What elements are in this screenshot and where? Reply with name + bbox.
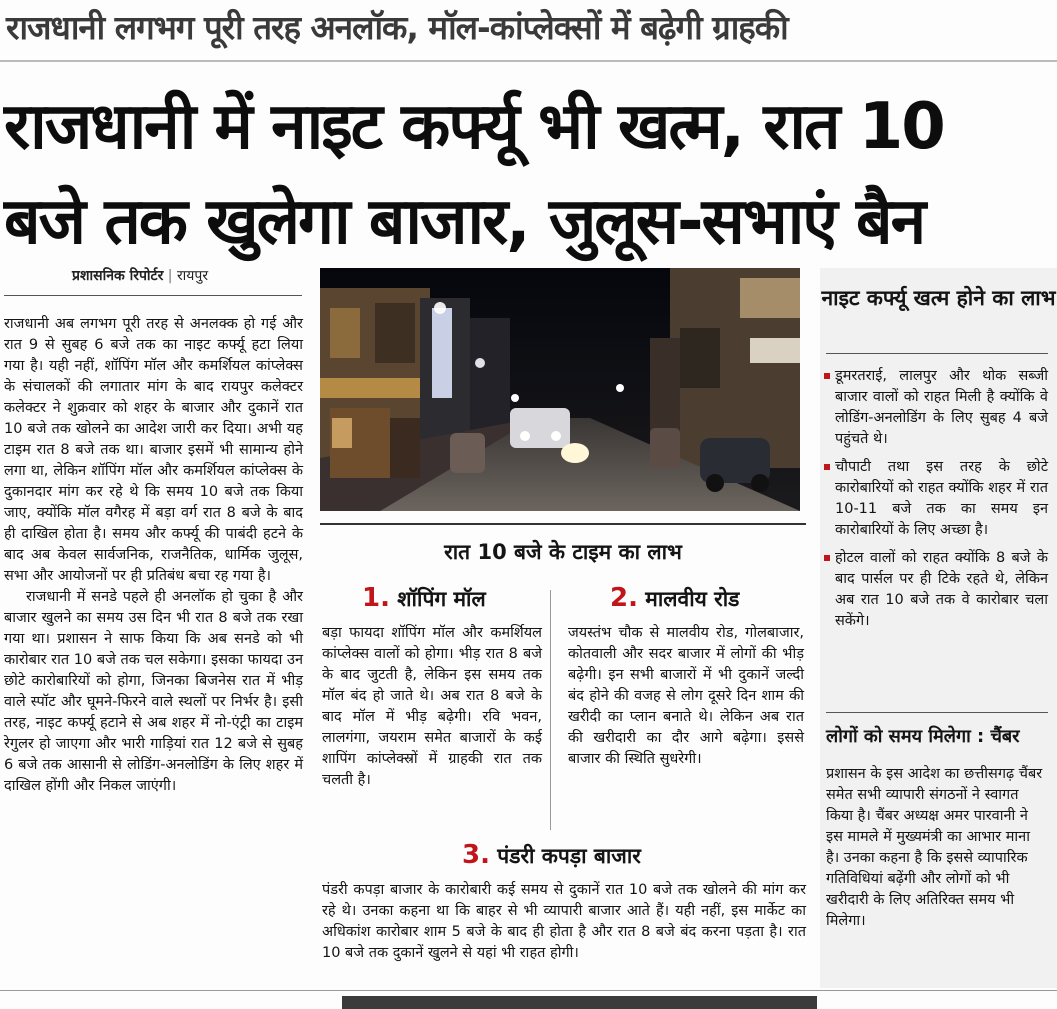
sidebar-benefit-list: [822, 366, 1048, 639]
byline: प्रशासनिक रिपोर्टर | रायपुर: [72, 268, 209, 284]
sidebar-benefit-item-1: डूमरतराई, लालपुर और थोक सब्जी बाजार वालों को राहत मिली है क्योंकि वे लोडिंग-अनलोडिंग के लिए सुबह 4 बजे पहुंचते थे।: [822, 366, 1048, 450]
item-2-number: 2.: [610, 583, 638, 613]
item-2-heading: [610, 583, 739, 613]
sidebar-benefit-item-2: चौपाटी तथा इस तरह के छोटे कारोबारियों को राहत क्योंकि शहर में रात 10-11 बजे तक का समय इन कारोबारियों के लिए अच्छा है।: [822, 457, 1048, 541]
article-paragraph-1: राजधानी अब लगभग पूरी तरह से अनलक्क हो गई और रात 9 से सुबह 6 बजे तक का नाइट कर्फ्यू हटा लिया गया है। यही नहीं, शॉपिंग मॉल और कमर्शियल कांप्लेक्स के संचालकों की लगातार मांग के बाद रायपुर कलेक्टर कलेक्टर ने शुक्रवार को शहर के बाजार और दुकानें रात 10 बजे तक खोलने का आदेश जारी कर दिया। अभी यह टाइम रात 8 बजे तक था। बाजार इसमें भी सामान्य होने लगा था, लेकिन शॉपिंग मॉल और कमर्शियल कांप्लेक्स के दुकानदार मांग कर रहे थे कि समय 10 बजे तक किया जाए, क्योंकि मॉल वगैरह में बड़ा वर्ग रात 8 बजे के बाद ही दाखिल होता है। समय और कर्फ्यू की पाबंदी हटने के बाद अब केवल सार्वजनिक, राजनैतिक, धार्मिक जुलूस, सभा और आयोजनों पर ही प्रतिबंध बचा रह गया है।: [4, 316, 303, 584]
street-scene-illustration: [320, 268, 800, 511]
item-3-text: पंडरी कपड़ा बाजार के कारोबारी कई समय से दुकानें रात 10 बजे तक खोलने की मांग कर रहे थे। उनका कहना था कि बाहर से भी व्यापारी बाजार आते हैं। यही नहीं, इस मार्केट का अधिकांश कारोबार शाम 5 बजे के बाद ही होता है और रात 8 बजे बंद करना पड़ता है। रात 10 बजे तक दुकानें खुलने से यहां भी राहत होगी।: [322, 882, 806, 961]
main-headline: [4, 80, 1054, 270]
item-2-title: मालवीय रोड: [645, 587, 740, 611]
byline-reporter: प्रशासनिक रिपोर्टर: [72, 268, 164, 284]
headline-line-1: राजधानी में नाइट कर्फ्यू भी खत्म, रात 10: [4, 90, 944, 164]
column-divider: [550, 590, 551, 830]
next-story-banner: [342, 996, 817, 1009]
night-market-photo: [320, 268, 800, 511]
chamber-text: प्रशासन के इस आदेश का छत्तीसगढ़ चैंबर समेत सभी व्यापारी संगठनों ने स्वागत किया है। चैंबर अध्यक्ष अमर पारवानी ने इस मामले में मुख्यमंत्री का आभार माना है। उनका कहना है कि इससे व्यापारिक गतिविधियां बढ़ेंगी और लोगों को भी खरीदारी के लिए अतिरिक्त समय भी मिलेगा।: [826, 766, 1043, 929]
byline-rule: [4, 295, 302, 296]
kicker-headline: राजधानी लगभग पूरी तरह अनलॉक, मॉल-कांप्लेक्सों में बढ़ेगी ग्राहकी: [6, 8, 788, 47]
item-1-heading: [362, 583, 486, 613]
article-paragraph-2: राजधानी में सनडे पहले ही अनलॉक हो चुका है और बाजार खुलने का समय उस दिन भी रात 8 बजे तक रखा गया था। प्रशासन ने साफ किया कि अब सनडे को भी कारोबार रात 10 बजे तक चल सकेगा। इसका फायदा उन छोटे कारोबारियों को होगा, जिनका बिजनेस रात में भीड़ वाले स्पॉट और घूमने-फिरने वाले स्थलों पर निर्भर है। इसी तरह, नाइट कर्फ्यू हटाने से अब शहर में नो-एंट्री का टाइम रेगुलर हो जाएगा और भारी गाड़ियां रात 12 बजे से सुबह 6 बजे तक आसानी से लोडिंग-अनलोडिंग के लिए शहर में दाखिल होंगी और निकल जाएंगी।: [4, 589, 303, 794]
item-3-number: 3.: [462, 840, 490, 870]
page-bottom-rule: [0, 990, 1057, 991]
byline-city: रायपुर: [176, 268, 209, 284]
item-2-text: जयस्तंभ चौक से मालवीय रोड, गोलबाजार, कोतवाली और सदर बाजार में लोगों की भीड़ बढ़ेगी। इन सभी बाजारों में भी दुकानें जल्दी बंद होने की वजह से लोग दूसरे दिन शाम की खरीदी का प्लान बनाते थे। लेकिन अब रात की खरीदारी का दौर आगे बढ़ेगा। इससे बाजार की स्थिति सुधरेगी।: [568, 625, 804, 767]
item-1-number: 1.: [362, 583, 390, 613]
section-top-rule: [320, 523, 806, 525]
sidebar-title-rule: [826, 353, 1048, 354]
headline-line-2: बजे तक खुलेगा बाजार, जुलूस-सभाएं बैन: [4, 185, 925, 259]
item-1-text: बड़ा फायदा शॉपिंग मॉल और कमर्शियल कांप्लेक्स वालों को होगा। भीड़ रात 8 बजे के बाद जुटती है, लेकिन इस समय तक मॉल बंद हो जाते थे। अब रात 8 बजे के बाद मॉल में भीड़ बढ़ेगी। रवि भवन, लालगंगा, जयराम समेत बाजारों के कई शापिंग कांप्लेक्स्रों में ग्राहकी रात तक चलती है।: [322, 625, 542, 788]
chamber-heading: लोगों को समय मिलेगा : चैंबर: [826, 726, 1020, 747]
item-1-title: शॉपिंग मॉल: [397, 587, 486, 611]
sidebar-title: नाइट कर्फ्यू खत्म होने का लाभ: [821, 286, 1056, 310]
sidebar-mid-rule: [826, 712, 1048, 713]
item-3-heading: [462, 840, 641, 870]
main-article-text: [4, 314, 303, 797]
kicker-rule: [0, 60, 1057, 62]
sidebar-benefit-item-3: होटल वालों को राहत क्योंकि 8 बजे के बाद पार्सल पर ही टिके रहते थे, लेकिन अब रात 10 बजे तक वे कारोबार चला सकेंगे।: [822, 548, 1048, 632]
timing-benefits-title: रात 10 बजे के टाइम का लाभ: [444, 540, 682, 564]
item-3-title: पंडरी कपड़ा बाजार: [497, 844, 641, 868]
